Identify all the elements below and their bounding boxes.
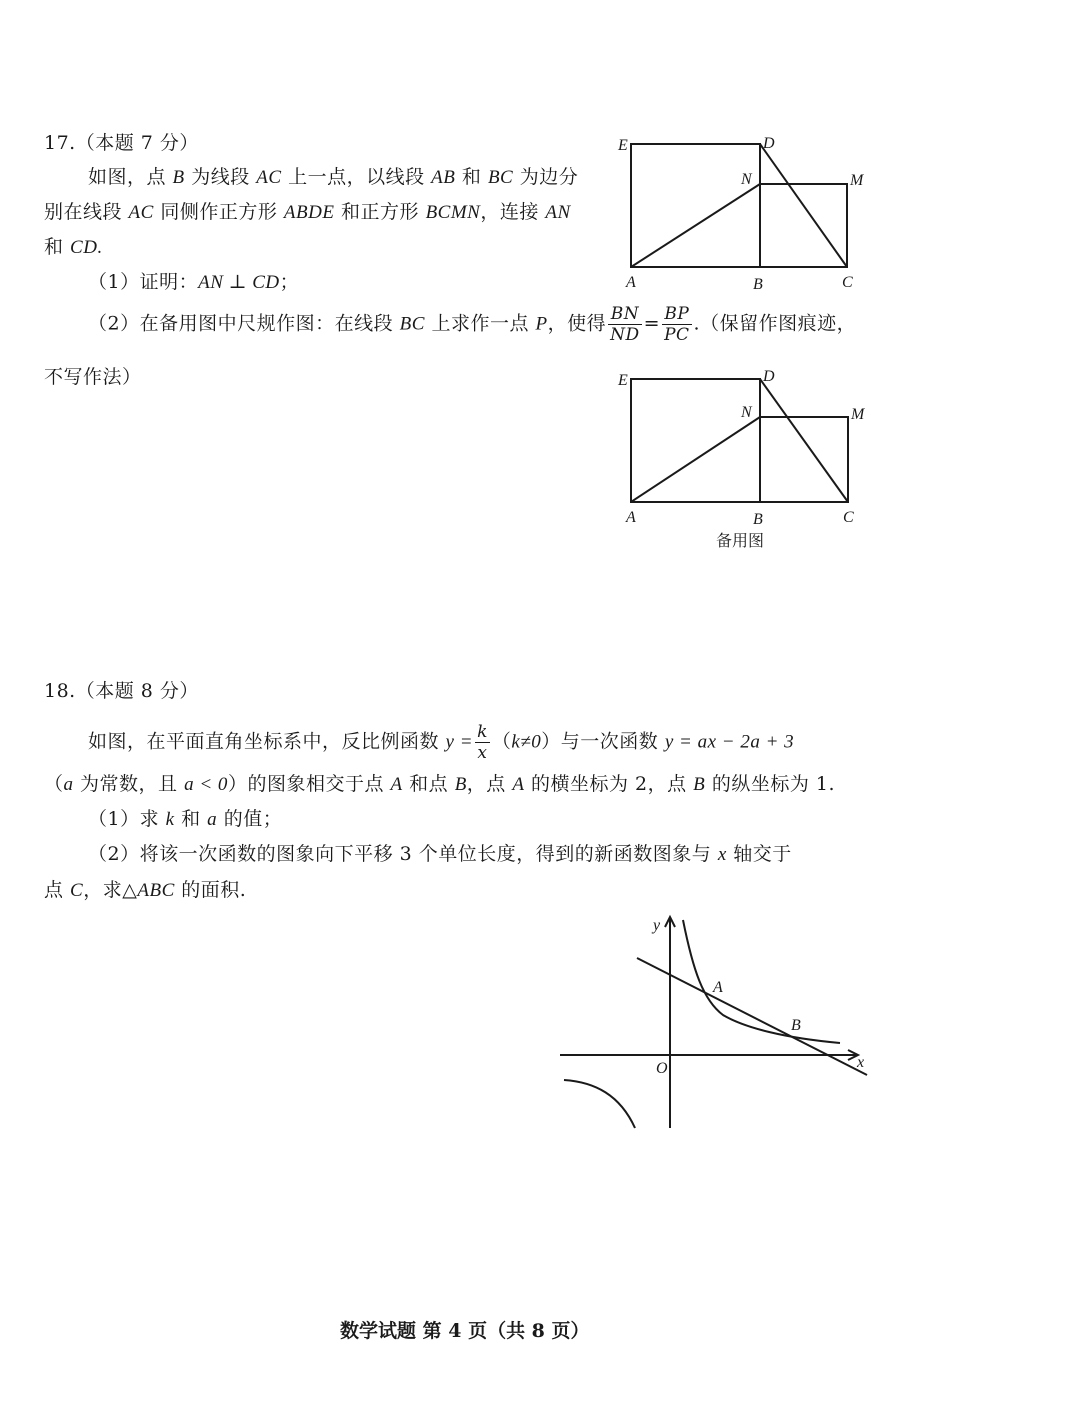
q17-number: 17. xyxy=(44,132,76,154)
segment-cd-backup xyxy=(760,379,848,502)
q17-backup-figure xyxy=(600,365,880,535)
label-o: O xyxy=(656,1060,668,1077)
fraction-bn-nd: $\frac{BN}{ND}$ xyxy=(610,304,640,345)
q17-part1: （1）证明：AN ⊥ CD； xyxy=(88,271,300,293)
label-point-a: A xyxy=(713,979,723,996)
segment-an-backup xyxy=(631,417,760,502)
label-point-b: B xyxy=(791,1017,801,1034)
fraction-bp-pc: $\frac{BP}{PC}$ xyxy=(664,304,690,345)
q18-number: 18. xyxy=(44,680,76,702)
q17-header xyxy=(44,130,199,156)
q18-header xyxy=(44,678,199,704)
q18-part2-cont: 点 C，求△ABC 的面积. xyxy=(44,879,247,901)
q18-line1: 如图，在平面直角坐标系中，反比例函数 y = $\frac{k}{x}$ （k≠0）与一次函数 y = ax − 2a + 3 xyxy=(88,722,795,763)
q17-score: （本题 7 分） xyxy=(75,132,199,154)
label-e-backup: E xyxy=(618,372,628,389)
label-x: x xyxy=(857,1054,865,1071)
label-n-backup: N xyxy=(741,404,752,421)
segment-cd xyxy=(760,144,847,267)
q17-line3: 和 CD. xyxy=(44,236,103,258)
q17-figure xyxy=(600,130,880,300)
label-b-backup: B xyxy=(753,511,763,528)
label-a-backup: A xyxy=(626,509,636,526)
label-m: M xyxy=(850,172,864,189)
fraction-k-x: $\frac{k}{x}$ xyxy=(477,722,488,763)
q18-score: （本题 8 分） xyxy=(75,680,199,702)
segment-an xyxy=(631,184,760,267)
label-d-backup: D xyxy=(763,368,775,385)
label-n: N xyxy=(741,171,752,188)
square-bcmn-backup xyxy=(760,417,848,502)
q17-part2: （2）在备用图中尺规作图：在线段 BC 上求作一点 P，使得 $\frac{BN}{ND}$ = $\frac{BP}{PC}$ .（保留作图痕迹， xyxy=(88,304,857,345)
label-y: y xyxy=(653,917,661,934)
label-b: B xyxy=(753,276,763,293)
q18-line2: （a 为常数，且 a < 0）的图象相交于点 A 和点 B，点 A 的横坐标为 2，点 B 的纵坐标为 1. xyxy=(44,773,835,795)
backup-caption: 备用图 xyxy=(716,531,765,550)
label-a: A xyxy=(626,274,636,291)
label-m-backup: M xyxy=(851,406,865,423)
q17-line2: 别在线段 AC 同侧作正方形 ABDE 和正方形 BCMN，连接 AN xyxy=(44,201,571,223)
label-c: C xyxy=(842,274,853,291)
label-c-backup: C xyxy=(843,509,854,526)
q17-part2-cont: 不写作法） xyxy=(44,366,142,388)
hyperbola-branch-2 xyxy=(564,1080,635,1128)
page-footer: 数学试题 第 4 页（共 8 页） xyxy=(340,1320,590,1342)
q18-part2: （2）将该一次函数的图象向下平移 3 个单位长度，得到的新函数图象与 x 轴交于 xyxy=(88,843,792,865)
q18-part1: （1）求 k 和 a 的值； xyxy=(88,808,283,830)
square-abde-backup xyxy=(631,379,760,502)
square-bcmn xyxy=(760,184,847,267)
square-abde xyxy=(631,144,760,267)
linear-function-line xyxy=(637,958,867,1075)
label-d: D xyxy=(763,135,775,152)
hyperbola-branch-1 xyxy=(683,920,840,1043)
q17-line1: 如图，点 B 为线段 AC 上一点，以线段 AB 和 BC 为边分 xyxy=(88,166,579,188)
label-e: E xyxy=(618,137,628,154)
q18-figure xyxy=(555,910,875,1135)
